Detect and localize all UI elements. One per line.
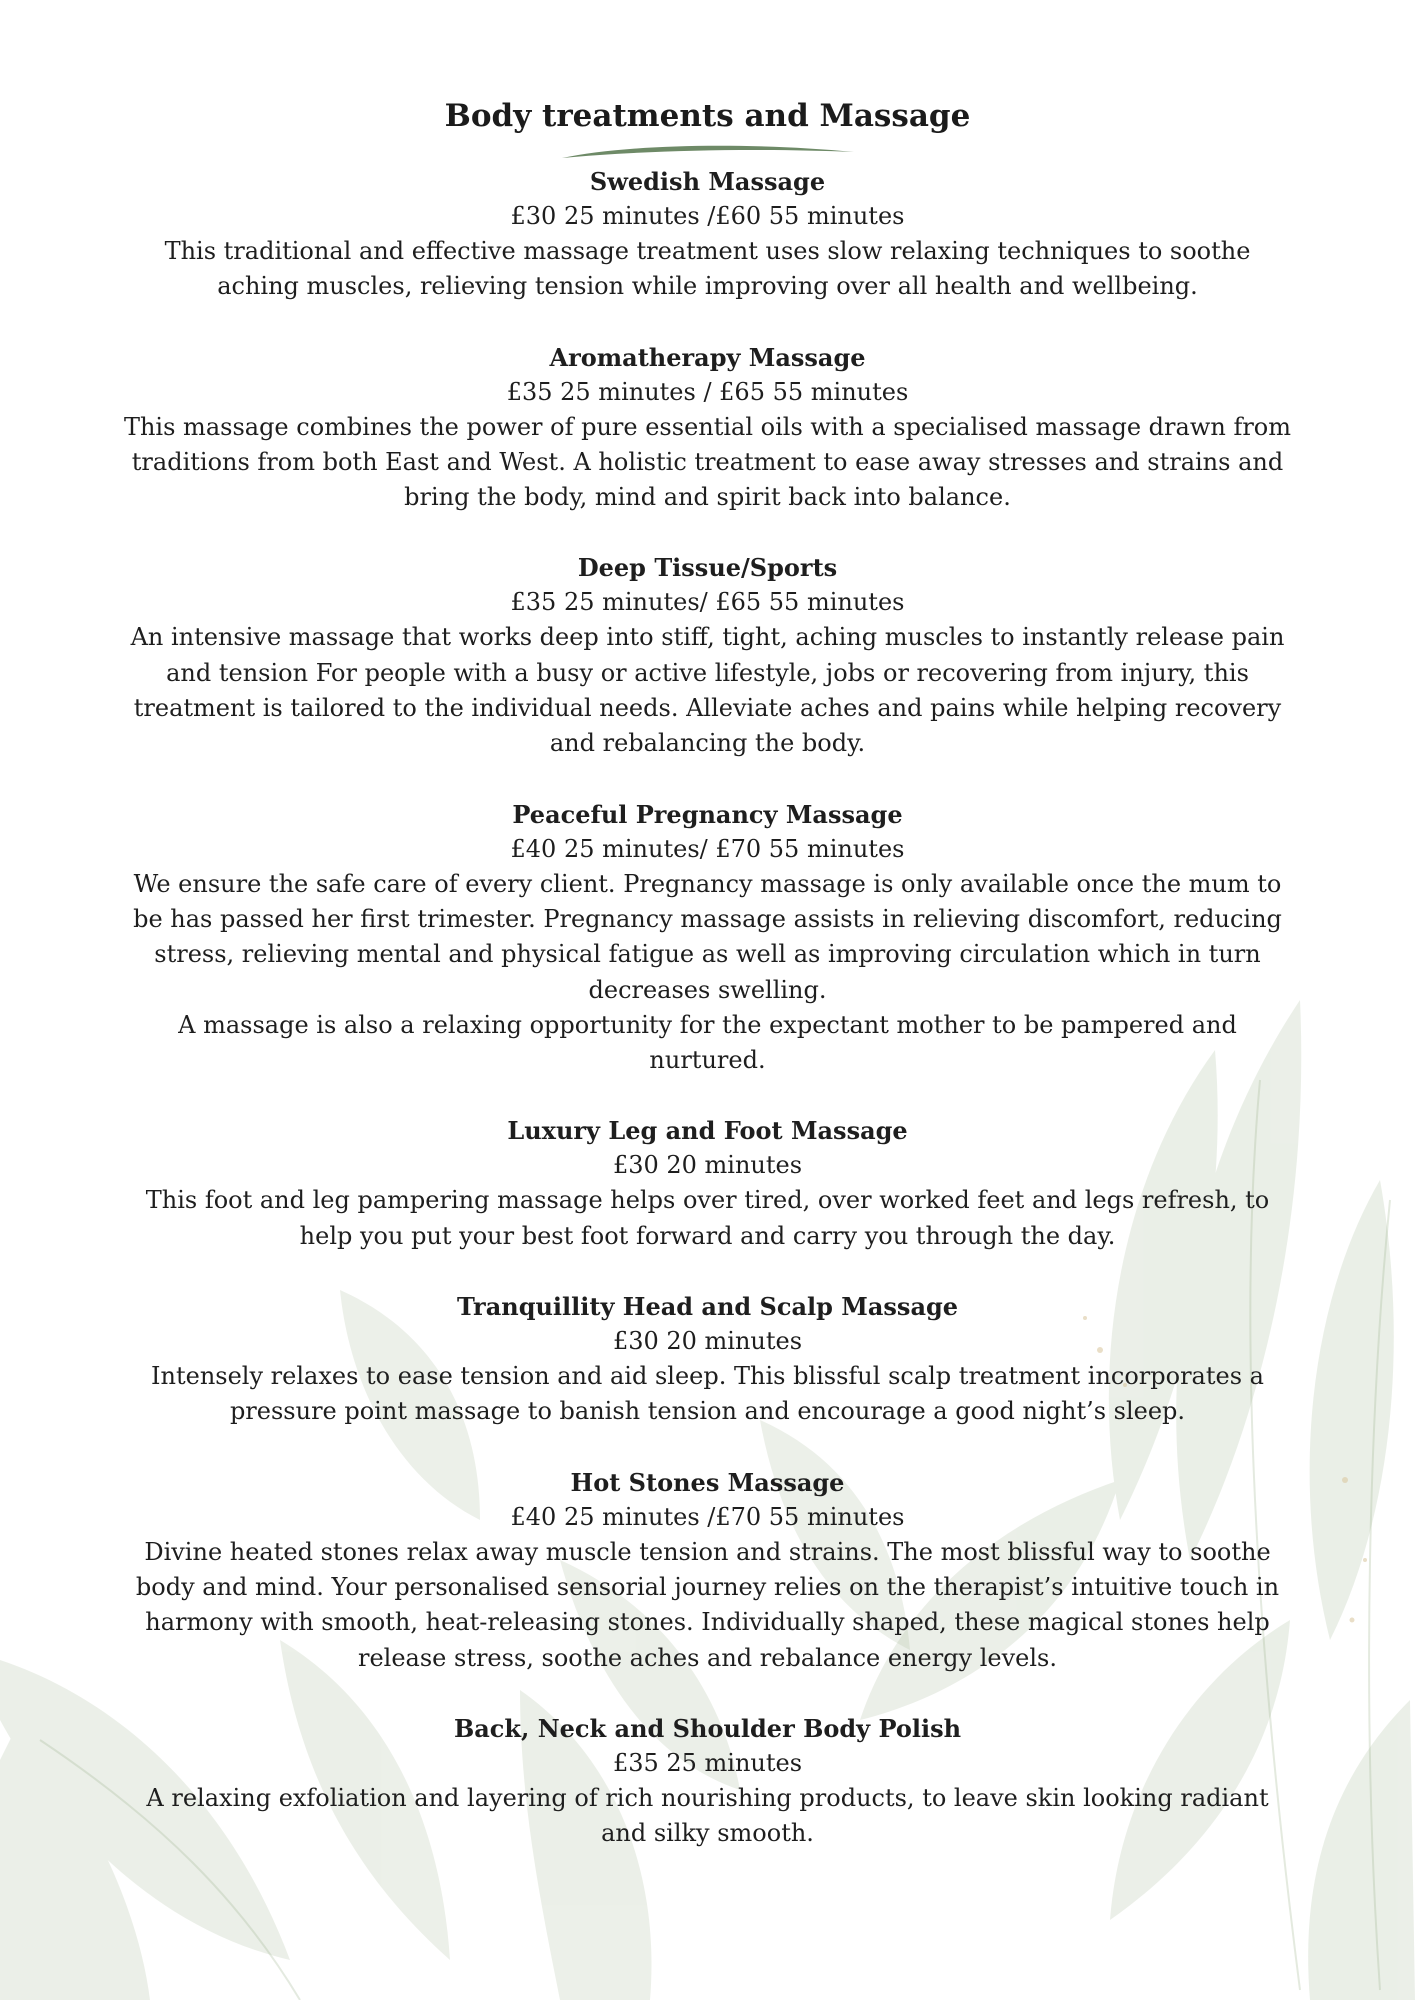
description-line: release stress, soothe aches and rebalance energy levels. xyxy=(357,1643,1057,1672)
treatment-title: Aromatherapy Massage xyxy=(549,342,866,372)
description-line: help you put your best foot forward and carry you through the day. xyxy=(299,1221,1116,1250)
description-line: nurtured. xyxy=(649,1046,766,1075)
treatment-price: £35 25 minutes/ £65 55 minutes xyxy=(510,588,905,617)
treatments-list xyxy=(0,164,1415,1851)
description-line: We ensure the safe care of every client. Pregnancy massage is only available once the mum to xyxy=(133,869,1282,898)
treatment-title: Tranquillity Head and Scalp Massage xyxy=(456,1292,959,1322)
treatment-price: £30 20 minutes xyxy=(612,1327,803,1356)
treatment-section xyxy=(0,1465,1415,1676)
treatment-price: £30 20 minutes xyxy=(612,1151,803,1180)
description-line: An intensive massage that works deep into stiff, tight, aching muscles to instantly release pain xyxy=(130,623,1285,652)
description-line: This traditional and effective massage treatment uses slow relaxing techniques to soothe xyxy=(164,237,1251,265)
treatment-section xyxy=(0,1113,1415,1254)
treatment-price: £40 25 minutes /£70 55 minutes xyxy=(510,1502,905,1531)
description-line: Divine heated stones relax away muscle tension and strains. The most blissful way to soothe xyxy=(144,1537,1271,1566)
treatment-section xyxy=(0,550,1415,761)
description-line: A massage is also a relaxing opportunity for the expectant mother to be pampered and xyxy=(178,1010,1237,1039)
brush-stroke-divider xyxy=(558,140,858,164)
description-line: bring the body, mind and spirit back into balance. xyxy=(404,483,1011,512)
description-line: This foot and leg pampering massage helps over tired, over worked feet and legs refresh, to xyxy=(145,1186,1270,1215)
treatment-description xyxy=(0,1535,1415,1676)
description-line: body and mind. Your personalised sensorial journey relies on the therapist’s intuitive touch in xyxy=(135,1572,1280,1601)
description-line: and silky smooth. xyxy=(601,1819,814,1848)
treatment-description xyxy=(0,234,1415,305)
treatment-price: £40 25 minutes/ £70 55 minutes xyxy=(510,834,905,863)
treatment-title: Deep Tissue/Sports xyxy=(577,553,838,583)
treatment-title: Swedish Massage xyxy=(589,167,826,196)
treatment-price: £35 25 minutes xyxy=(612,1748,803,1777)
treatment-section xyxy=(0,340,1415,516)
treatment-title: Hot Stones Massage xyxy=(570,1467,845,1497)
treatment-description xyxy=(0,410,1415,516)
description-line: Intensely relaxes to ease tension and aid sleep. This blissful scalp treatment incorporates a xyxy=(151,1362,1264,1391)
description-line: This massage combines the power of pure essential oils with a specialised massage drawn from xyxy=(123,412,1292,441)
page-title: Body treatments and Massage xyxy=(444,98,971,134)
description-line: treatment is tailored to the individual needs. Alleviate aches and pains while helping recovery xyxy=(133,694,1282,723)
treatment-description xyxy=(0,1781,1415,1852)
treatment-title: Peaceful Pregnancy Massage xyxy=(512,799,903,829)
treatment-section xyxy=(0,1711,1415,1852)
description-line: traditions from both East and West. A holistic treatment to ease away stresses and strains and xyxy=(131,447,1284,476)
description-line: and rebalancing the body. xyxy=(549,729,866,758)
treatment-description xyxy=(0,620,1415,761)
treatment-description xyxy=(0,1359,1415,1430)
description-line: stress, relieving mental and physical fatigue as well as improving circulation which in turn xyxy=(154,940,1261,969)
treatment-description xyxy=(0,867,1415,1079)
treatment-title: Luxury Leg and Foot Massage xyxy=(507,1116,908,1146)
description-line: aching muscles, relieving tension while improving over all health and wellbeing. xyxy=(217,272,1198,301)
description-line: A relaxing exfoliation and layering of rich nourishing products, to leave skin looking radiant xyxy=(146,1783,1269,1812)
treatment-section xyxy=(0,164,1415,305)
treatment-section xyxy=(0,797,1415,1079)
treatment-description xyxy=(0,1183,1415,1254)
description-line: pressure point massage to banish tension and encourage a good night’s sleep. xyxy=(229,1397,1186,1426)
treatment-section xyxy=(0,1289,1415,1430)
description-line: be has passed her first trimester. Pregnancy massage assists in relieving discomfort, reducing xyxy=(133,904,1282,933)
treatment-price: £30 25 minutes /£60 55 minutes xyxy=(510,202,905,230)
treatment-price: £35 25 minutes / £65 55 minutes xyxy=(506,377,909,406)
description-line: harmony with smooth, heat-releasing stones. Individually shaped, these magical stones help xyxy=(145,1608,1270,1637)
description-line: decreases swelling. xyxy=(588,975,827,1004)
description-line: and tension For people with a busy or active lifestyle, jobs or recovering from injury, this xyxy=(166,658,1249,687)
treatment-title: Back, Neck and Shoulder Body Polish xyxy=(453,1713,962,1743)
